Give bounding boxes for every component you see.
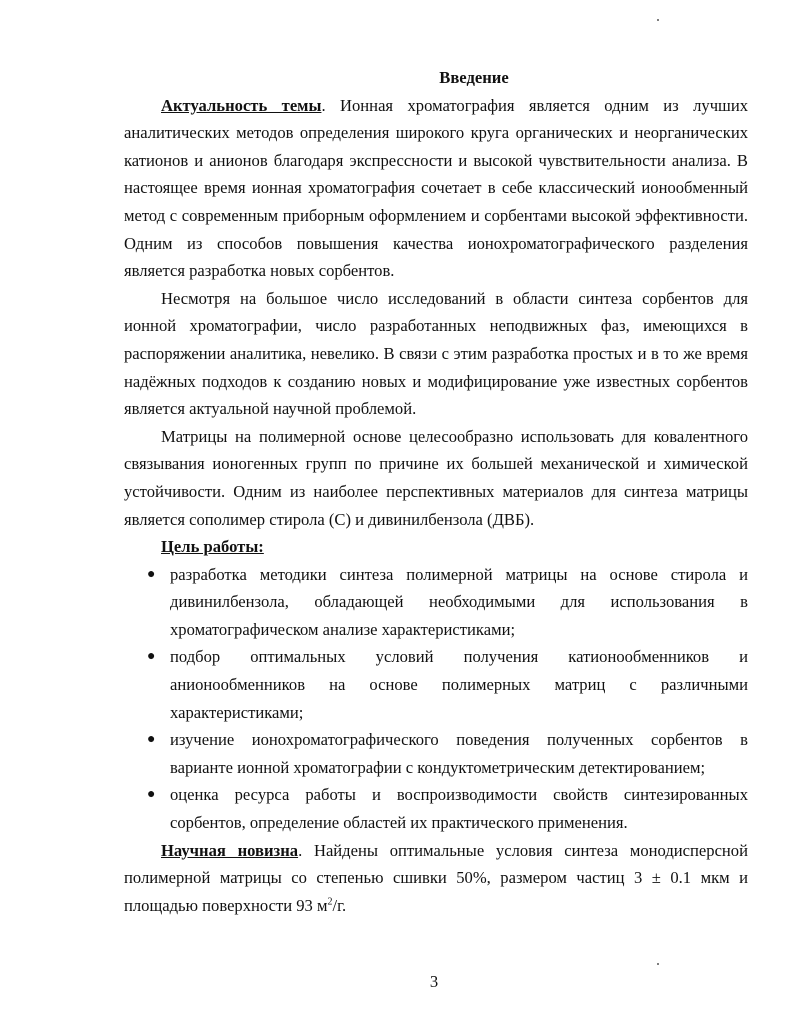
bullet-icon: ● bbox=[147, 732, 156, 748]
section-heading: Введение bbox=[439, 68, 509, 87]
bullet-icon: ● bbox=[147, 566, 156, 582]
novelty-paragraph bbox=[124, 837, 748, 920]
scan-speck bbox=[657, 963, 659, 965]
goal-item bbox=[124, 781, 748, 836]
novelty-text-end: /г. bbox=[332, 895, 347, 915]
paragraph-2: Несмотря на большое число исследований в области синтеза сорбентов для ионной хроматографии, число разработанных неподвижных фаз, имеющихся в распоряжении аналитика, невелико. В связи с этим разработка простых и в то же время надёжных подходов к созданию новых и модифицирование уже известных сорбентов является актуальной научной проблемой. bbox=[124, 288, 748, 419]
bullet-icon: ● bbox=[147, 649, 156, 665]
goal-item-text: оценка ресурса работы и воспроизводимости свойств синтезированных сорбентов, определение областей их практического применения. bbox=[170, 785, 748, 833]
scan-speck bbox=[657, 19, 659, 21]
novelty-text: . Найдены оптимальные условия синтеза монодисперсной полимерной матрицы со степенью сшивки 50%, размером частиц 3 ± 0.1 мкм и площадью поверхности 93 м bbox=[124, 840, 748, 915]
document-body bbox=[124, 64, 748, 919]
relevance-label-suffix: . bbox=[321, 95, 326, 115]
goal-list bbox=[124, 561, 748, 837]
goal-item-text: разработка методики синтеза полимерной матрицы на основе стирола и дивинилбензола, обладающей необходимыми для использования в хроматографическом анализе характеристиками; bbox=[170, 564, 748, 639]
goal-item-text: изучение ионохроматографического поведения полученных сорбентов в варианте ионной хроматографии с кондуктометрическим детектированием; bbox=[170, 730, 748, 777]
relevance-paragraph bbox=[124, 92, 748, 285]
relevance-text: Ионная хроматография является одним из лучших аналитических методов определения широкого круга органических и неорганических катионов и анионов благодаря экспрессности и высокой чувствительности анализа. В настоящее время ионная хроматография сочетает в себе классический ионообменный метод с современным приборным оформлением и сорбентами высокой эффективности. Одним из способов повышения качества ионохроматографического разделения является разработка новых сорбентов. bbox=[124, 95, 748, 281]
relevance-label: Актуальность темы bbox=[161, 95, 322, 115]
goal-item bbox=[124, 726, 748, 781]
novelty-superscript: 2 bbox=[327, 896, 333, 908]
goal-item bbox=[124, 561, 748, 644]
goal-item-text: подбор оптимальных условий получения катионообменников и анионообменников на основе полимерных матриц с различными характеристиками; bbox=[170, 647, 748, 722]
paragraph-3: Матрицы на полимерной основе целесообразно использовать для ковалентного связывания ионогенных групп по причине их большей механической и химической устойчивости. Одним из наиболее перспективных материалов для синтеза матрицы является сополимер стирола (С) и дивинилбензола (ДВБ). bbox=[124, 426, 748, 529]
novelty-label: Научная новизна bbox=[161, 840, 299, 860]
goal-item bbox=[124, 643, 748, 726]
page-number: 3 bbox=[429, 972, 439, 991]
goal-title: Цель работы: bbox=[161, 537, 264, 557]
bullet-icon: ● bbox=[147, 787, 156, 803]
